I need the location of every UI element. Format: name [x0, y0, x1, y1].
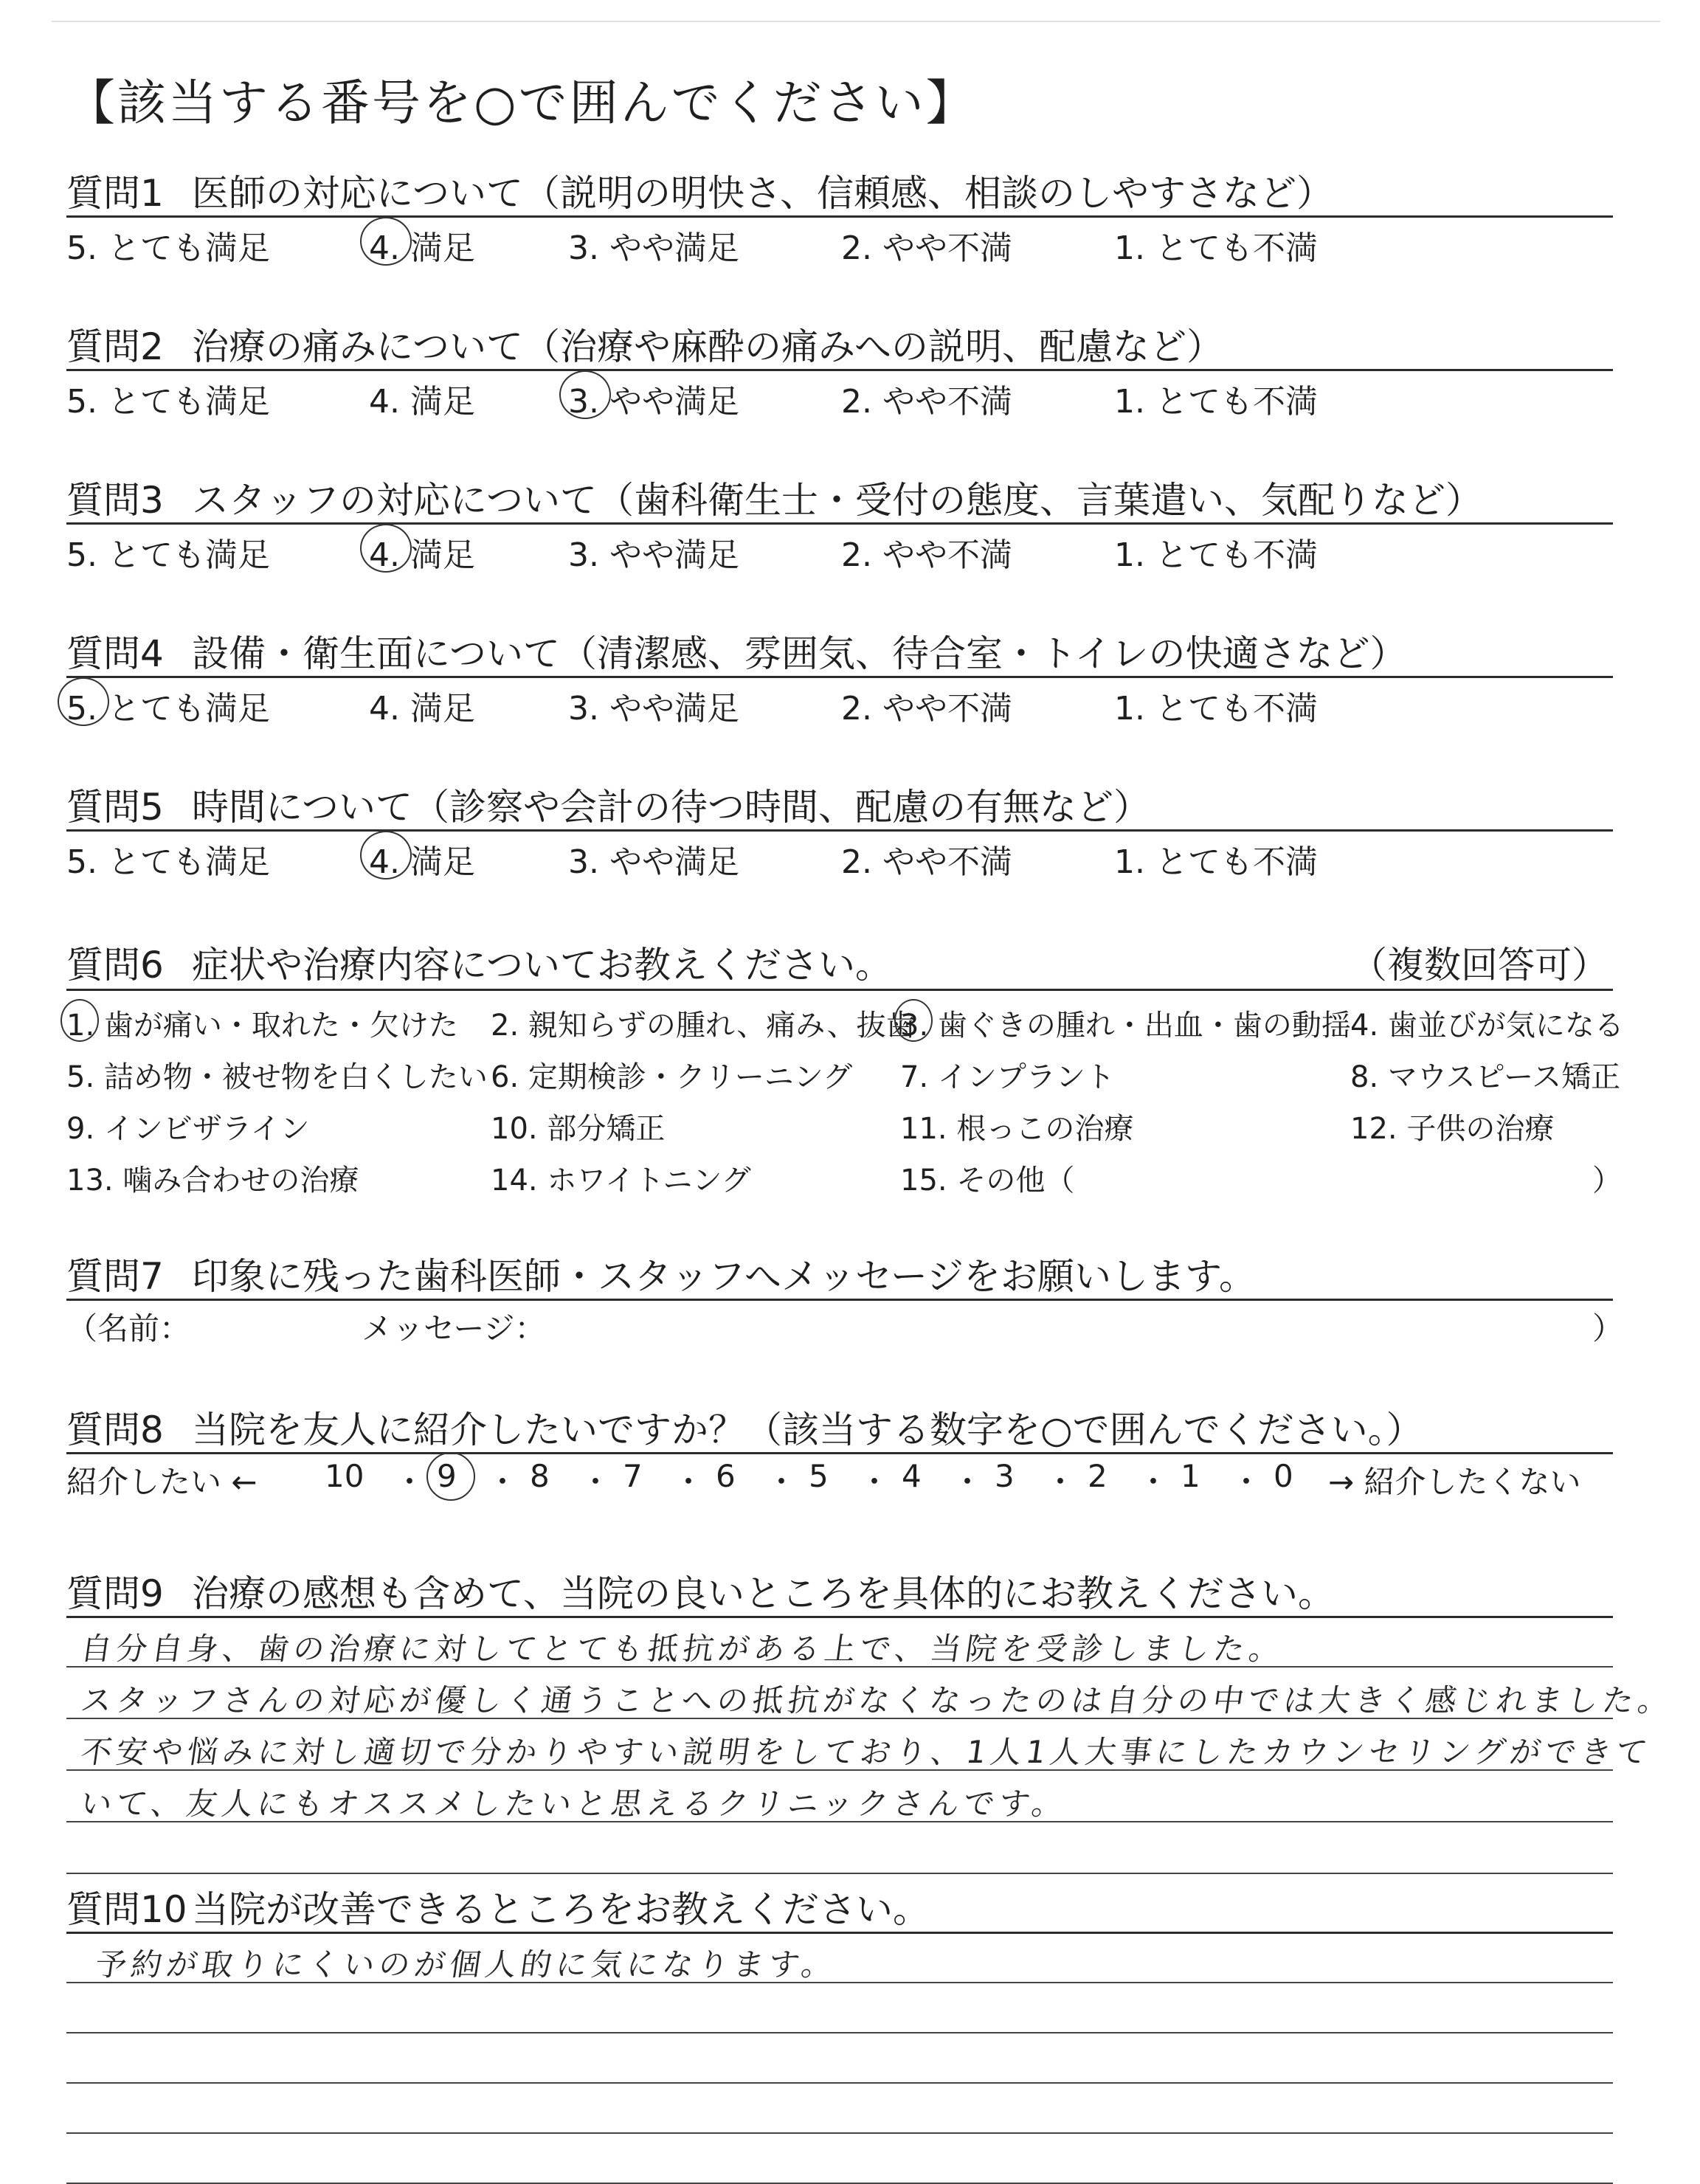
symptom-option[interactable]: 5. 詰め物・被せ物を白くしたい — [66, 1060, 488, 1094]
rating-option[interactable]: 2. やや不満 — [841, 229, 1012, 267]
handwritten-answer-line: スタッフさんの対応が優しく通うことへの抵抗がなくなったのは自分の中では大きく感じれました。 — [78, 1682, 1676, 1718]
question-rule — [66, 522, 1613, 525]
question-2-title-row — [66, 317, 1223, 370]
q10-title-row — [66, 1880, 930, 1933]
answer-ruled-line — [66, 1873, 1613, 1874]
q7-number: 質問7 — [66, 1255, 164, 1298]
selected-circle-mark — [58, 677, 109, 726]
symptom-option[interactable]: 11. 根っこの治療 — [900, 1112, 1134, 1146]
rating-option[interactable]: 2. やや不満 — [841, 843, 1012, 881]
q7-title: 印象に残った歯科医師・スタッフへメッセージをお願いします。 — [192, 1255, 1256, 1298]
question-number: 質問2 — [66, 325, 164, 368]
question-number: 質問1 — [66, 172, 164, 215]
symptom-option[interactable]: 4. 歯並びが気になる — [1350, 1009, 1624, 1043]
handwritten-answer-line: 自分自身、歯の治療に対してとても抵抗がある上で、当院を受診しました。 — [78, 1631, 1288, 1667]
scale-separator-dot: ・ — [394, 1464, 426, 1500]
rating-option[interactable]: 1. とても不満 — [1114, 383, 1318, 421]
rating-option[interactable]: 5. とても満足 — [66, 690, 270, 728]
rating-option[interactable]: 4. 満足 — [369, 843, 475, 881]
symptom-option[interactable]: 7. インプラント — [900, 1060, 1115, 1094]
question-rule — [66, 369, 1613, 371]
page-header: 【該当する番号を○で囲んでください】 — [66, 75, 977, 131]
handwritten-answer-line: いて、友人にもオススメしたいと思えるクリニックさんです。 — [78, 1786, 1070, 1822]
symptom-option[interactable]: 2. 親知らずの腫れ、痛み、抜歯 — [491, 1009, 916, 1043]
question-3-title-row — [66, 471, 1482, 524]
scale-separator-dot: ・ — [766, 1464, 798, 1500]
scale-value[interactable]: 10 — [325, 1458, 364, 1494]
scale-separator-dot: ・ — [1138, 1464, 1169, 1500]
scale-separator-dot: ・ — [487, 1464, 519, 1500]
q10-number: 質問10 — [66, 1888, 187, 1931]
rating-option[interactable]: 3. やや満足 — [568, 690, 739, 728]
scale-value[interactable]: 3 — [995, 1458, 1015, 1494]
q7-title-row — [66, 1247, 1256, 1300]
rating-option[interactable]: 3. やや満足 — [568, 229, 739, 267]
q6-note: （複数回答可） — [1350, 944, 1609, 986]
rating-option[interactable]: 4. 満足 — [369, 383, 475, 421]
q6-title-row — [66, 936, 892, 989]
q9-title: 治療の感想も含めて、当院の良いところを具体的にお教えください。 — [192, 1572, 1335, 1615]
q8-number: 質問8 — [66, 1409, 164, 1451]
q7-rule — [66, 1299, 1613, 1301]
rating-option[interactable]: 5. とても満足 — [66, 536, 270, 574]
symptom-option[interactable]: 9. インビザライン — [66, 1112, 310, 1146]
question-rule — [66, 676, 1613, 678]
q7-message-label: メッセージ： — [362, 1310, 546, 1347]
selected-circle-mark — [894, 999, 933, 1042]
selected-circle-mark — [360, 524, 412, 573]
rating-option[interactable]: 3. やや満足 — [568, 843, 739, 881]
selected-circle-mark — [559, 370, 611, 419]
q10-rule — [66, 1932, 1613, 1934]
question-4-title-row — [66, 624, 1407, 677]
rating-option[interactable]: 2. やや不満 — [841, 536, 1012, 574]
symptom-option[interactable]: 3. 歯ぐきの腫れ・出血・歯の動揺 — [900, 1009, 1351, 1043]
q10-title: 当院が改善できるところをお教えください。 — [192, 1888, 930, 1931]
symptom-option[interactable]: 8. マウスピース矯正 — [1350, 1060, 1621, 1094]
handwritten-answer-line: 不安や悩みに対し適切で分かりやすい説明をしており、1人1人大事にしたカウンセリングができて — [78, 1734, 1654, 1770]
rating-option[interactable]: 1. とても不満 — [1114, 843, 1318, 881]
rating-option[interactable]: 1. とても不満 — [1114, 690, 1318, 728]
q7-name-label: （名前： — [66, 1310, 191, 1347]
q9-rule — [66, 1616, 1613, 1618]
rating-option[interactable]: 3. やや満足 — [568, 383, 739, 421]
page-top-border — [52, 21, 1660, 22]
q8-title: 当院を友人に紹介したいですか？（該当する数字を○で囲んでください。） — [192, 1409, 1423, 1451]
symptom-option[interactable]: 14. ホワイトニング — [491, 1164, 751, 1198]
rating-option[interactable]: 4. 満足 — [369, 690, 475, 728]
scale-value[interactable]: 4 — [902, 1458, 922, 1494]
scale-value[interactable]: 6 — [716, 1458, 736, 1494]
q6-title: 症状や治療内容についてお教えください。 — [192, 944, 892, 986]
symptom-option[interactable]: 15. その他（ — [900, 1164, 1075, 1198]
rating-option[interactable]: 2. やや不満 — [841, 690, 1012, 728]
question-number: 質問4 — [66, 632, 164, 675]
scale-value[interactable]: 8 — [530, 1458, 550, 1494]
scale-value[interactable]: 1 — [1181, 1458, 1200, 1494]
question-1-title-row — [66, 164, 1333, 217]
rating-option[interactable]: 5. とても満足 — [66, 843, 270, 881]
question-number: 質問5 — [66, 786, 164, 829]
symptom-option[interactable]: 6. 定期検診・クリーニング — [491, 1060, 853, 1094]
q6-rule — [66, 989, 1613, 991]
scale-separator-dot: ・ — [580, 1464, 612, 1500]
rating-option[interactable]: 1. とても不満 — [1114, 229, 1318, 267]
scale-value[interactable]: 9 — [437, 1458, 457, 1494]
question-5-title-row — [66, 778, 1150, 831]
rating-option[interactable]: 4. 満足 — [369, 229, 475, 267]
answer-ruled-line — [66, 2132, 1613, 2134]
rating-option[interactable]: 5. とても満足 — [66, 383, 270, 421]
question-title: 医師の対応について（説明の明快さ、信頼感、相談のしやすさなど） — [192, 172, 1333, 215]
scale-value[interactable]: 7 — [623, 1458, 643, 1494]
selected-circle-mark — [360, 831, 412, 880]
symptom-option[interactable]: 10. 部分矯正 — [491, 1112, 666, 1146]
symptom-option[interactable]: 13. 噛み合わせの治療 — [66, 1164, 359, 1198]
answer-ruled-line — [66, 2032, 1613, 2033]
question-title: 時間について（診察や会計の待つ時間、配慮の有無など） — [192, 786, 1150, 829]
q8-right-label: → 紹介したくない — [1328, 1464, 1581, 1500]
scale-separator-dot: ・ — [1045, 1464, 1077, 1500]
q9-number: 質問9 — [66, 1572, 164, 1615]
selected-circle-mark — [426, 1452, 475, 1501]
selected-circle-mark — [360, 217, 412, 266]
symptom-option[interactable]: 12. 子供の治療 — [1350, 1112, 1555, 1146]
q8-rule — [66, 1452, 1613, 1454]
handwritten-answer-line: 予約が取りにくいのが個人的に気になります。 — [93, 1946, 840, 1983]
scale-separator-dot: ・ — [859, 1464, 891, 1500]
scale-separator-dot: ・ — [673, 1464, 705, 1500]
scale-separator-dot: ・ — [1231, 1464, 1262, 1500]
scale-value[interactable]: 0 — [1274, 1458, 1293, 1494]
rating-option[interactable]: 5. とても満足 — [66, 229, 270, 267]
question-title: スタッフの対応について（歯科衛生士・受付の態度、言葉遣い、気配りなど） — [192, 479, 1482, 522]
other-close-paren: ） — [1592, 1164, 1622, 1198]
q8-left-label: 紹介したい ← — [66, 1464, 258, 1500]
question-rule — [66, 829, 1613, 832]
rating-option[interactable]: 3. やや満足 — [568, 536, 739, 574]
symptom-option[interactable]: 1. 歯が痛い・取れた・欠けた — [66, 1009, 458, 1043]
rating-option[interactable]: 4. 満足 — [369, 536, 475, 574]
scale-separator-dot: ・ — [952, 1464, 984, 1500]
question-title: 設備・衛生面について（清潔感、雰囲気、待合室・トイレの快適さなど） — [192, 632, 1407, 675]
scale-value[interactable]: 5 — [809, 1458, 829, 1494]
rating-option[interactable]: 1. とても不満 — [1114, 536, 1318, 574]
selected-circle-mark — [61, 999, 99, 1042]
q8-title-row — [66, 1400, 1423, 1454]
question-number: 質問3 — [66, 479, 164, 522]
question-title: 治療の痛みについて（治療や麻酔の痛みへの説明、配慮など） — [192, 325, 1223, 368]
q7-close-paren: ） — [1592, 1310, 1624, 1347]
q9-title-row — [66, 1564, 1335, 1617]
rating-option[interactable]: 2. やや不満 — [841, 383, 1012, 421]
question-rule — [66, 215, 1613, 218]
answer-ruled-line — [66, 2082, 1613, 2084]
scale-value[interactable]: 2 — [1088, 1458, 1108, 1494]
q6-number: 質問6 — [66, 944, 164, 986]
